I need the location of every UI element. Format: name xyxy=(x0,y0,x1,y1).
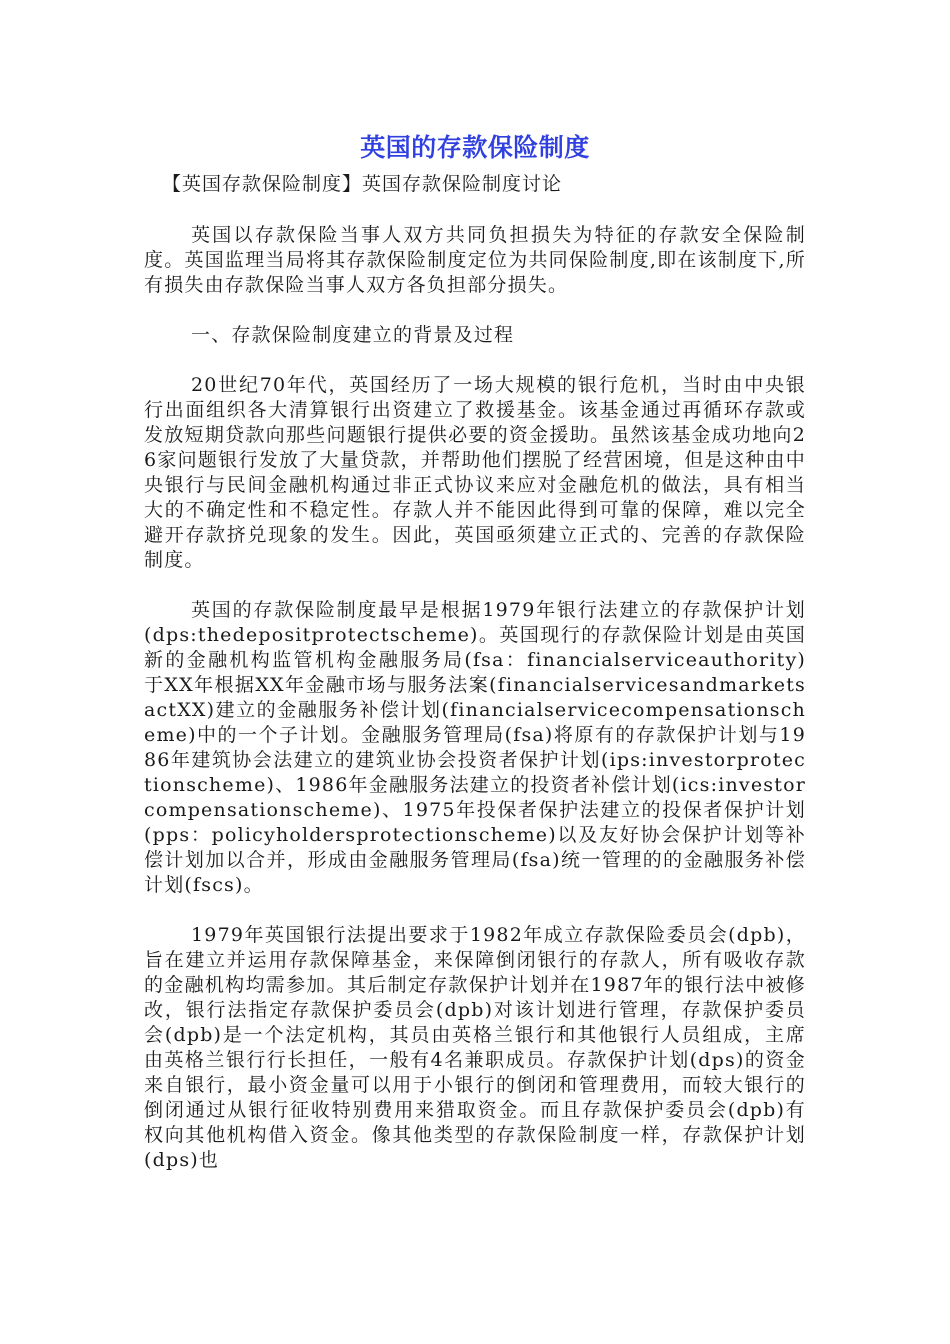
document-page xyxy=(144,128,806,1198)
paragraph-background: 20世纪70年代，英国经历了一场大规模的银行危机，当时由中央银行出面组织各大清算银行出资建立了救援基金。该基金通过再循环存款或发放短期贷款向那些问题银行提供必要的资金援助。虽然该基金成功地向26家问题银行发放了大量贷款，并帮助他们摆脱了经营困境，但是这种由中央银行与民间金融机构通过非正式协议来应对金融危机的做法，具有相当大的不确定性和不稳定性。存款人并不能因此得到可靠的保障，难以完全避开存款挤兑现象的发生。因此，英国亟须建立正式的、完善的存款保险制度。 xyxy=(144,374,806,571)
paragraph-dpb: 1979年英国银行法提出要求于1982年成立存款保险委员会(dpb)，旨在建立并运用存款保障基金，来保障倒闭银行的存款人，所有吸收存款的金融机构均需参加。其后制定存款保护计划并在1987年的银行法中被修改，银行法指定存款保护委员会(dpb)对该计划进行管理，存款保护委员会(dpb)是一个法定机构，其员由英格兰银行和其他银行人员组成，主席由英格兰银行行长担任，一般有4名兼职成员。存款保护计划(dps)的资金来自银行，最小资金量可以用于小银行的倒闭和管理费用，而较大银行的倒闭通过从银行征收特别费用来猎取资金。而且存款保护委员会(dpb)有权向其他机构借入资金。像其他类型的存款保险制度一样，存款保护计划(dps)也 xyxy=(144,924,806,1171)
paragraph-intro: 英国以存款保险当事人双方共同负担损失为特征的存款安全保险制度。英国监理当局将其存款保险制度定位为共同保险制度,即在该制度下,所有损失由存款保险当事人双方各负担部分损失。 xyxy=(144,224,806,296)
section-heading: 一、存款保险制度建立的背景及过程 xyxy=(191,324,515,346)
paragraph-history: 英国的存款保险制度最早是根据1979年银行法建立的存款保护计划(dps:thedepositprotectscheme)。英国现行的存款保险计划是由英国新的金融机构监管机构金融服务局(fsa：financialserviceauthority)于XX年根据XX年金融市场与服务法案(financialservicesandmarketsactXX)建立的金融服务补偿计划(financialservicecompensationscheme)中的一个子计划。金融服务管理局(fsa)将原有的存款保护计划与1986年建筑协会法建立的建筑业协会投资者保护计划(ips:investorprotectionscheme)、1986年金融服务法建立的投资者补偿计划(ics:investorcompensationscheme)、1975年投保者保护法建立的投保者保护计划(pps：policyholdersprotectionscheme)以及友好协会保护计划等补偿计划加以合并，形成由金融服务管理局(fsa)统一管理的的金融服务补偿计划(fscs)。 xyxy=(144,599,806,896)
document-title: 英国的存款保险制度 xyxy=(360,133,590,162)
document-subtitle: 【英国存款保险制度】英国存款保险制度讨论 xyxy=(162,173,563,195)
